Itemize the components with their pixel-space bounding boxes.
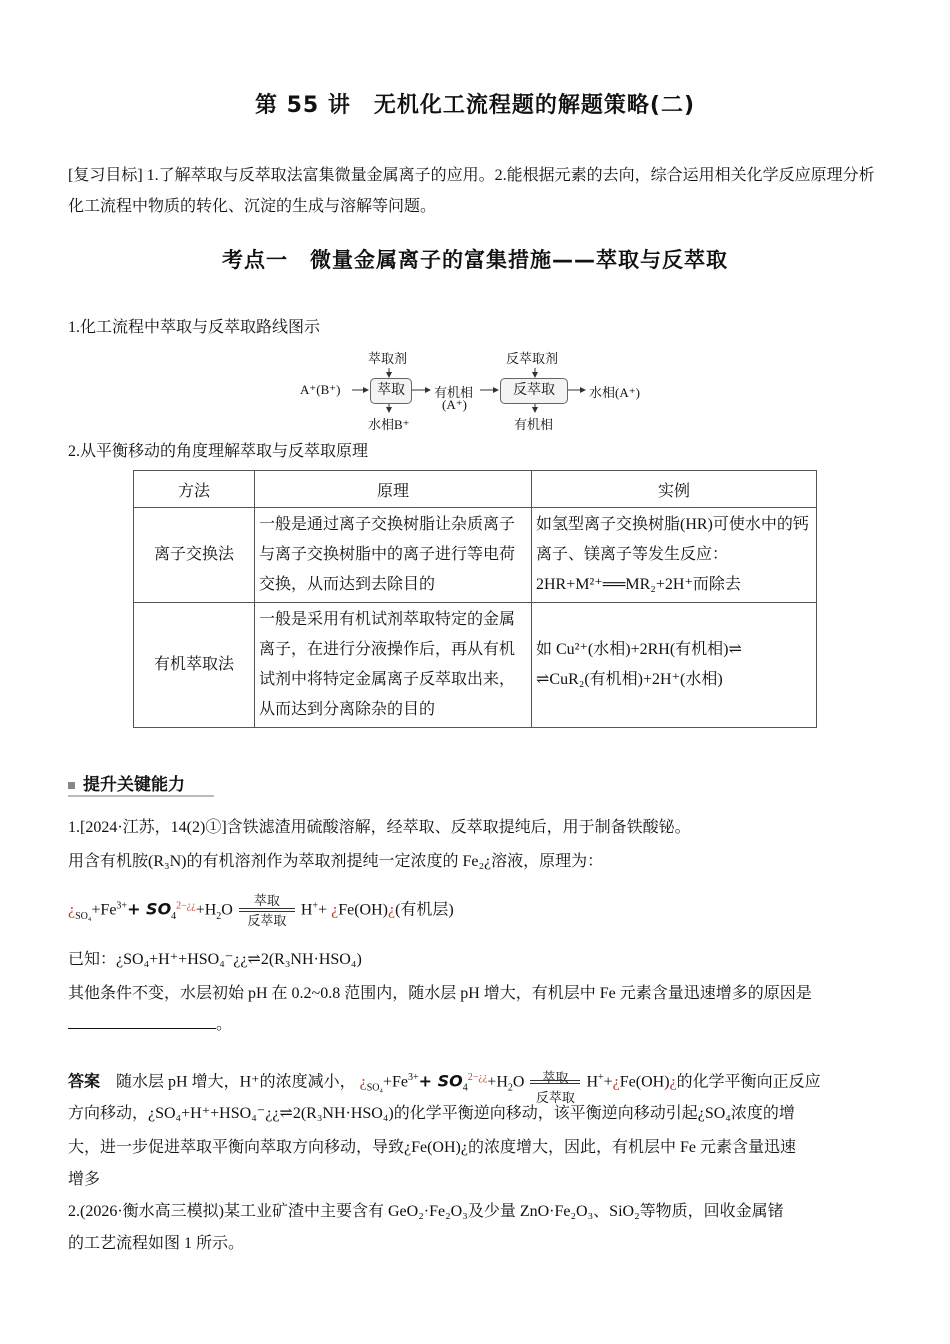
flow-extract-agent: 萃取剂 bbox=[368, 351, 408, 366]
arrow-label-back: 反萃取 bbox=[535, 1089, 575, 1105]
principle-cell: 一般是采用有机试剂萃取特定的金属离子，在进行分液操作后，再从有机试剂中将特定金属离子反萃取出来，从而达到分离除杂的目的 bbox=[255, 603, 532, 728]
question-2-line-1: 2.(2026·衡水高三模拟)某工业矿渣中主要含有 GeO₂·Fe₂O₃及少量 ZnO·Fe₂O₃、SiO₂等物质，回收金属锗 bbox=[68, 1203, 784, 1220]
example-equation: ⇌CuR₂(有机相)+2H⁺(水相) bbox=[536, 671, 723, 688]
table-header: 实例 bbox=[532, 471, 817, 508]
section-key-ability-label: 提升关键能力 bbox=[83, 775, 185, 795]
answer-line-2: 方向移动，¿SO₄+H⁺+HSO₄⁻¿¿⇌2(R₃NH·HSO₄)的化学平衡逆向移动，该平衡逆向移动引起¿SO₄浓度的增 bbox=[68, 1105, 795, 1122]
flow-aqueous-b: 水相B⁺ bbox=[368, 417, 410, 432]
flow-input: A⁺(B⁺) bbox=[300, 382, 341, 397]
arrow-label-extract: 萃取 bbox=[542, 1069, 569, 1085]
answer-text-b: 的化学平衡向正反应 bbox=[676, 1073, 821, 1091]
equilibrium-arrow bbox=[528, 1068, 582, 1105]
equilibrium-arrow bbox=[237, 893, 297, 928]
page-title: 第 55 讲 无机化工流程题的解题策略(二) bbox=[254, 93, 696, 118]
example-text: 如 Cu²⁺(水相)+2RH(有机相)⇌ bbox=[536, 641, 742, 658]
table-header: 原理 bbox=[255, 471, 532, 508]
example-equation: 2HR+M²⁺══MR₂+2H⁺而除去 bbox=[536, 576, 741, 593]
section-title: 考点一 微量金属离子的富集措施——萃取与反萃取 bbox=[222, 248, 728, 272]
answer-blank[interactable] bbox=[68, 1012, 216, 1029]
example-text: 如氢型离子交换树脂(HR)可使水中的钙离子、镁离子等发生反应： bbox=[536, 516, 809, 563]
flow-organic: 有机相 bbox=[434, 385, 474, 400]
answer-text-a: 随水层 pH 增大，H⁺的浓度减小， bbox=[116, 1073, 356, 1091]
section-key-ability bbox=[68, 770, 185, 795]
arrow-label-extract: 萃取 bbox=[253, 893, 280, 908]
table-row bbox=[134, 508, 817, 603]
extraction-flow-diagram bbox=[300, 344, 660, 434]
flow-back-extract-box: 反萃取 bbox=[500, 378, 568, 404]
answer-line-4: 增多 bbox=[68, 1171, 101, 1188]
method-cell: 离子交换法 bbox=[134, 508, 255, 603]
item-2-heading: 2.从平衡移动的角度理解萃取与反萃取原理 bbox=[68, 443, 369, 460]
known-condition bbox=[68, 944, 883, 975]
question-1-end: 。 bbox=[216, 1016, 233, 1033]
flow-extract-box: 萃取 bbox=[370, 378, 412, 404]
table-header-row bbox=[134, 471, 817, 508]
extraction-equation: ¿$_{SO_4}+Fe^{3+}+ SO_4^{2-¿¿}+H_2O$ 萃取 反萃取 H++ ¿Fe(OH)¿(有机层) bbox=[68, 896, 454, 926]
answer-line-3: 大，进一步促进萃取平衡向萃取方向移动，导致¿Fe(OH)¿的浓度增大，因此，有机层中 Fe 元素含量迅速 bbox=[68, 1139, 796, 1156]
method-cell: 有机萃取法 bbox=[134, 603, 255, 728]
flow-back-agent: 反萃取剂 bbox=[506, 351, 559, 366]
principle-cell: 一般是通过离子交换树脂让杂质离子与离子交换树脂中的离子进行等电荷交换，从而达到去除目的 bbox=[255, 508, 532, 603]
flow-aqueous-a: 水相(A⁺) bbox=[589, 385, 640, 400]
flow-organic-out: 有机相 bbox=[514, 417, 554, 432]
example-cell bbox=[532, 508, 817, 603]
known-equation: ¿SO₄+H⁺+HSO₄⁻¿¿⇌2(R₃NH·HSO₄) bbox=[116, 951, 362, 968]
question-1-line-2: 用含有机胺(R₃N)的有机溶剂作为萃取剂提纯一定浓度的 Fe₂¿溶液，原理为： bbox=[68, 853, 604, 870]
answer-label: 答案 bbox=[68, 1071, 101, 1091]
question-2-line-2: 的工艺流程如图 1 所示。 bbox=[68, 1235, 245, 1252]
item-1-heading: 1.化工流程中萃取与反萃取路线图示 bbox=[68, 319, 321, 336]
answer-line-1: 答案 随水层 pH 增大，H⁺的浓度减小， ¿$_{SO_4}+Fe^{3+}+ SO_4^{2-¿¿}+H_2O$ 萃取 反萃取 H++¿Fe(OH)¿的化学平衡向正反应 bbox=[68, 1062, 883, 1104]
table-row bbox=[134, 603, 817, 728]
review-goals bbox=[68, 160, 883, 222]
review-label: [复习目标] bbox=[68, 167, 143, 184]
review-text: 1.了解萃取与反萃取法富集微量金属离子的应用。2.能根据元素的去向，综合运用相关化学反应原理分析化工流程中物质的转化、沉淀的生成与溶解等问题。 bbox=[68, 167, 875, 215]
square-bullet-icon bbox=[68, 782, 75, 789]
section-underline bbox=[68, 795, 214, 797]
question-1-text: 其他条件不变，水层初始 pH 在 0.2~0.8 范围内，随水层 pH 增大，有机层中 Fe 元素含量迅速增多的原因是 bbox=[68, 985, 812, 1002]
table-header: 方法 bbox=[134, 471, 255, 508]
known-label: 已知： bbox=[68, 951, 117, 968]
example-cell bbox=[532, 603, 817, 728]
flow-organic-a: (A⁺) bbox=[442, 397, 467, 412]
arrow-label-back: 反萃取 bbox=[247, 913, 287, 928]
question-1-prompt bbox=[68, 978, 883, 1040]
principle-table bbox=[133, 470, 817, 728]
question-1-line-1: 1.[2024·江苏，14(2)①]含铁滤渣用硫酸溶解，经萃取、反萃取提纯后，用于制备铁酸铋。 bbox=[68, 819, 691, 836]
